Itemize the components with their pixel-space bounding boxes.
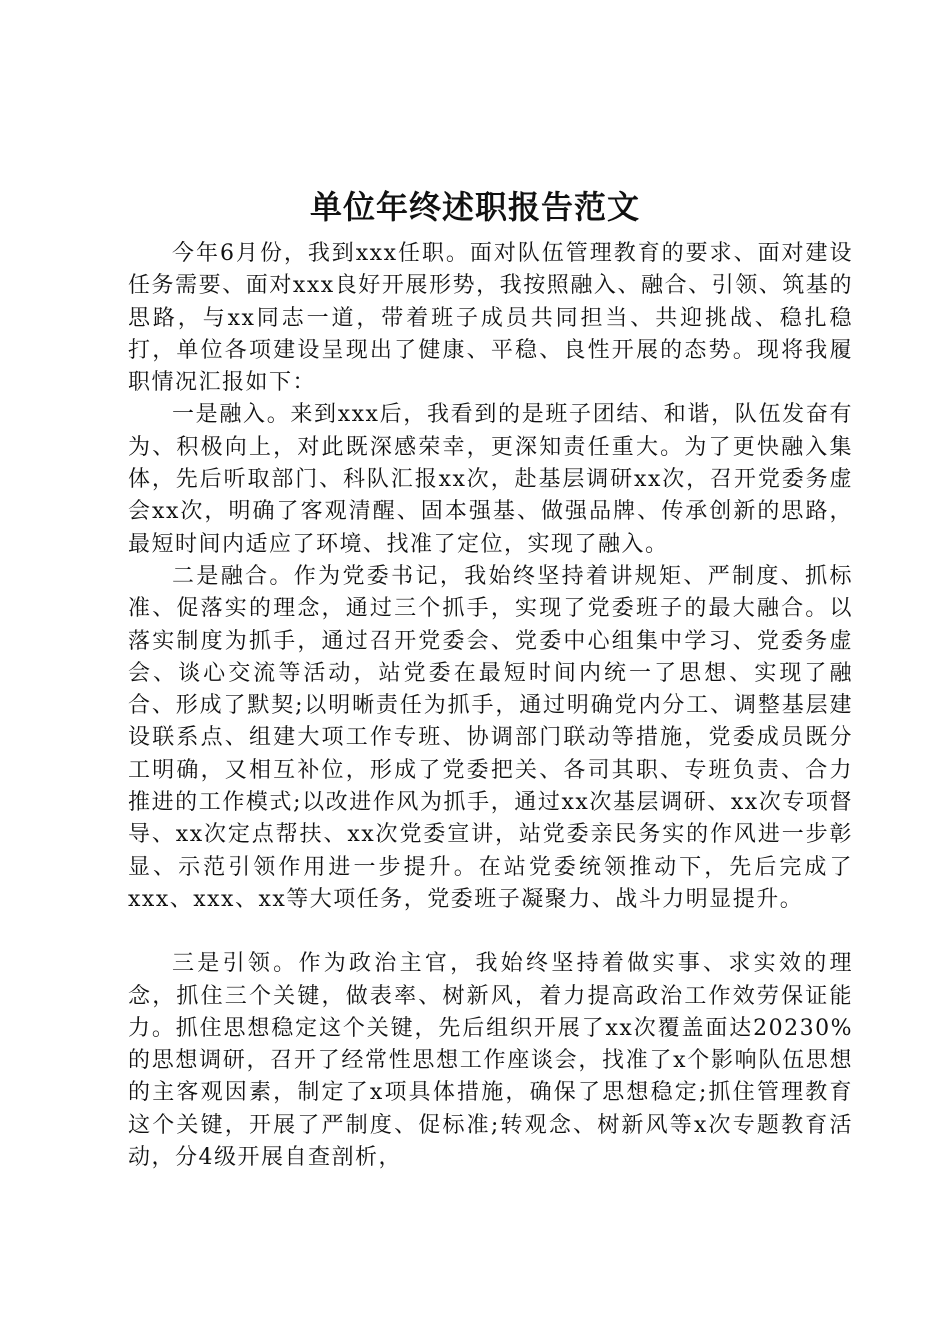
paragraph-leadership: 三是引领。作为政治主官，我始终坚持着做实事、求实效的理念，抓住三个关键，做表率、树新风，着力提高政治工作效劳保证能力。抓住思想稳定这个关键，先后组织开展了xx次覆盖面达20230%的思想调研，召开了经常性思想工作座谈会，找准了x个影响队伍思想的主客观因素，制定了x项具体措施，确保了思想稳定;抓住管理教育这个关键，开展了严制度、促标准;转观念、树新风等x次专题教育活动，分4级开展自查剖析， — [128, 951, 853, 1171]
paragraph-integration: 一是融入。来到xxx后，我看到的是班子团结、和谐，队伍发奋有为、积极向上，对此既深感荣幸，更深知责任重大。为了更快融入集体，先后听取部门、科队汇报xx次，赴基层调研xx次，召开党委务虚会xx次，明确了客观清醒、固本强基、做强品牌、传承创新的思路，最短时间内适应了环境、找准了定位，实现了融入。 — [128, 402, 853, 557]
document-body — [128, 238, 853, 1174]
document-title: 单位年终述职报告范文 — [309, 188, 640, 226]
paragraph-intro: 今年6月份，我到xxx任职。面对队伍管理教育的要求、面对建设任务需要、面对xxx良好开展形势，我按照融入、融合、引领、筑基的思路，与xx同志一道，带着班子成员共同担当、共迎挑战、稳扎稳打，单位各项建设呈现出了健康、平稳、良性开展的态势。现将我履职情况汇报如下： — [128, 241, 853, 396]
paragraph-fusion: 二是融合。作为党委书记，我始终坚持着讲规矩、严制度、抓标准、促落实的理念，通过三个抓手，实现了党委班子的最大融合。以落实制度为抓手，通过召开党委会、党委中心组集中学习、党委务虚会、谈心交流等活动，站党委在最短时间内统一了思想、实现了融合、形成了默契;以明晰责任为抓手，通过明确党内分工、调整基层建设联系点、组建大项工作专班、协调部门联动等措施，党委成员既分工明确，又相互补位，形成了党委把关、各司其职、专班负责、合力推进的工作模式;以改进作风为抓手，通过xx次基层调研、xx次专项督导、xx次定点帮扶、xx次党委宣讲，站党委亲民务实的作风进一步彰显、示范引领作用进一步提升。在站党委统领推动下，先后完成了xxx、xxx、xx等大项任务，党委班子凝聚力、战斗力明显提升。 — [128, 563, 853, 912]
